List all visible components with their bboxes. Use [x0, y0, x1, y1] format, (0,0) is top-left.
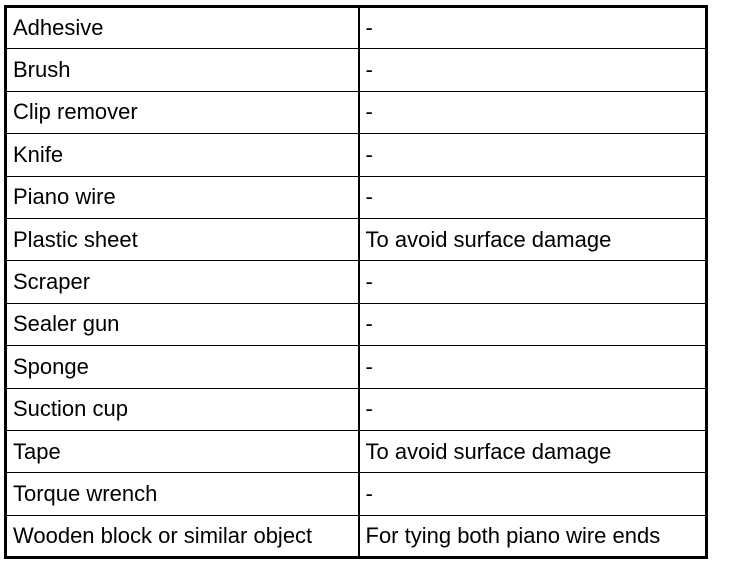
remark-cell: To avoid surface damage [359, 218, 707, 260]
tool-name-cell: Tape [6, 430, 359, 472]
remark-cell: - [359, 473, 707, 515]
table-row [6, 49, 707, 91]
table-row [6, 346, 707, 388]
table-row [6, 388, 707, 430]
remark-cell: - [359, 176, 707, 218]
tool-name-cell: Knife [6, 134, 359, 176]
remark-cell: - [359, 261, 707, 303]
tool-name-cell: Wooden block or similar object [6, 515, 359, 557]
remark-cell: - [359, 388, 707, 430]
table-row [6, 473, 707, 515]
remark-cell: - [359, 49, 707, 91]
remark-cell: - [359, 303, 707, 345]
tools-table-body [6, 7, 707, 558]
table-row [6, 515, 707, 557]
table-row [6, 303, 707, 345]
remark-cell: To avoid surface damage [359, 430, 707, 472]
table-row [6, 91, 707, 133]
remark-cell: - [359, 7, 707, 49]
tool-name-cell: Clip remover [6, 91, 359, 133]
tool-name-cell: Piano wire [6, 176, 359, 218]
tool-name-cell: Plastic sheet [6, 218, 359, 260]
table-row [6, 7, 707, 49]
table-row [6, 261, 707, 303]
tool-name-cell: Scraper [6, 261, 359, 303]
tool-name-cell: Sponge [6, 346, 359, 388]
tool-name-cell: Suction cup [6, 388, 359, 430]
remark-cell: - [359, 346, 707, 388]
table-row [6, 430, 707, 472]
tool-name-cell: Torque wrench [6, 473, 359, 515]
remark-cell: - [359, 91, 707, 133]
tool-name-cell: Adhesive [6, 7, 359, 49]
remark-cell: - [359, 134, 707, 176]
tool-name-cell: Brush [6, 49, 359, 91]
remark-cell: For tying both piano wire ends [359, 515, 707, 557]
table-row [6, 134, 707, 176]
table-row [6, 218, 707, 260]
table-row [6, 176, 707, 218]
tools-table [4, 5, 708, 559]
tool-name-cell: Sealer gun [6, 303, 359, 345]
